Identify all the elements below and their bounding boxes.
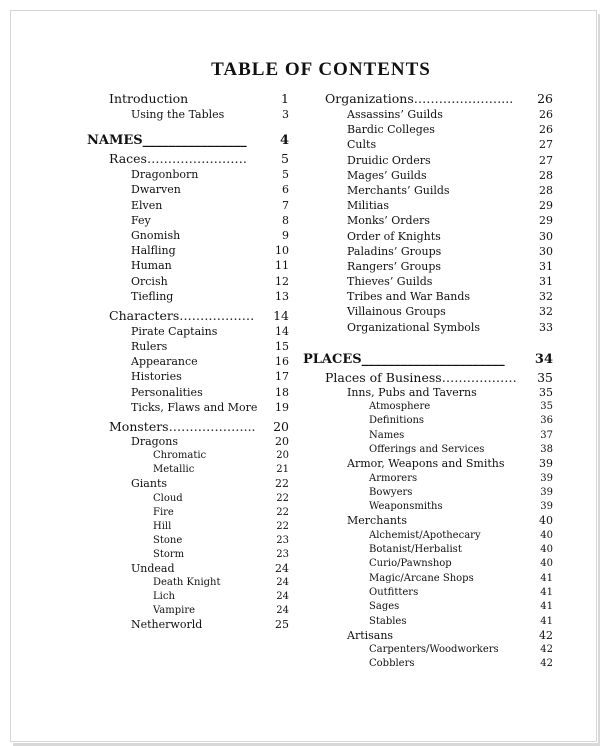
toc-page-number: 29 — [539, 199, 553, 213]
toc-entry — [303, 443, 553, 457]
toc-entry — [87, 198, 289, 213]
toc-entry — [87, 107, 289, 122]
toc-entry-label: Human — [131, 259, 172, 273]
toc-entry-label: Merchants’ Guilds — [347, 183, 450, 197]
toc-entry — [303, 414, 553, 428]
toc-entry-label: Definitions — [369, 415, 425, 427]
toc-entry-label: Armor, Weapons and Smiths — [347, 457, 505, 471]
toc-entry — [303, 629, 553, 643]
toc-page-number: 33 — [539, 320, 553, 334]
toc-page-number: 12 — [275, 274, 289, 288]
toc-page-number: 32 — [539, 305, 553, 319]
toc-entry — [303, 244, 553, 259]
toc-entry — [303, 600, 553, 614]
toc-entry — [87, 604, 289, 618]
toc-entry-label: Gnomish — [131, 228, 181, 242]
toc-entry — [303, 259, 553, 274]
toc-entry — [303, 153, 553, 168]
toc-entry — [87, 576, 289, 590]
toc-entry — [87, 590, 289, 604]
toc-page-number: 24 — [275, 561, 289, 575]
toc-entry-label: Monsters………………... — [109, 419, 256, 434]
toc-page-number: 41 — [540, 615, 553, 627]
toc-entry — [87, 548, 289, 562]
toc-page-number: 39 — [539, 457, 553, 471]
toc-entry-label: Botanist/Herbalist — [369, 544, 462, 556]
toc-page-number: 32 — [539, 290, 553, 304]
toc-entry — [87, 385, 289, 400]
toc-entry-label: Stables — [369, 615, 407, 627]
toc-page-number: 8 — [282, 213, 289, 227]
document-page — [10, 10, 597, 742]
toc-page-number: 17 — [275, 370, 289, 384]
toc-entry-label: Rulers — [131, 340, 168, 354]
toc-page-number: 4 — [279, 133, 289, 149]
toc-entry-label: Undead — [131, 561, 175, 575]
toc-page-number: 20 — [273, 419, 289, 434]
toc-page-number: 28 — [539, 183, 553, 197]
toc-entry — [87, 506, 289, 520]
toc-entry — [303, 429, 553, 443]
toc-entry — [303, 122, 553, 137]
toc-page-number: 23 — [276, 534, 289, 546]
toc-entry-label: Organizational Symbols — [347, 320, 481, 334]
toc-page-number: 31 — [539, 275, 553, 289]
toc-entry-label: Villainous Groups — [347, 305, 446, 319]
toc-page-number: 39 — [540, 472, 553, 484]
toc-entry-label: Vampire — [153, 604, 196, 616]
toc-entry — [87, 228, 289, 243]
toc-entry-label: Bowyers — [369, 486, 413, 498]
toc-entry — [87, 151, 289, 167]
toc-entry-label: Elven — [131, 198, 163, 212]
toc-entry — [87, 243, 289, 258]
toc-entry — [87, 289, 289, 304]
toc-entry — [303, 107, 553, 122]
toc-entry-label: Giants — [131, 477, 168, 491]
toc-entry — [87, 435, 289, 449]
toc-page-number: 27 — [539, 153, 553, 167]
toc-entry-label: Using the Tables — [131, 108, 225, 121]
toc-entry-label: Races…………………… — [109, 151, 247, 167]
toc-page-number: 6 — [282, 183, 289, 197]
toc-entry-label: Tiefling — [131, 289, 174, 303]
toc-page-number: 25 — [275, 617, 289, 631]
toc-entry — [303, 91, 553, 107]
toc-entry-label: Cults — [347, 138, 377, 152]
toc-entry — [87, 492, 289, 506]
toc-entry-label: Storm — [153, 548, 185, 560]
toc-page-number: 35 — [537, 369, 553, 385]
toc-entry-label: Magic/Arcane Shops — [369, 572, 474, 584]
toc-entry — [87, 369, 289, 384]
toc-entry-label: Druidic Orders — [347, 153, 431, 167]
toc-entry-label: Dwarven — [131, 183, 181, 197]
toc-page-number: 16 — [275, 355, 289, 369]
toc-page-number: 30 — [539, 229, 553, 243]
toc-entry — [303, 472, 553, 486]
toc-page-number: 35 — [540, 401, 553, 413]
toc-entry — [303, 657, 553, 671]
toc-entry-label: Dragons — [131, 435, 179, 448]
toc-entry-label: Inns, Pubs and Taverns — [347, 385, 477, 399]
toc-entry — [303, 486, 553, 500]
toc-entry — [303, 213, 553, 228]
toc-page-number: 13 — [275, 289, 289, 303]
toc-page-number: 24 — [276, 576, 289, 588]
toc-entry-label: Metallic — [153, 464, 195, 476]
toc-entry — [87, 167, 289, 182]
toc-entry — [303, 137, 553, 152]
toc-entry-label: Armorers — [369, 472, 418, 484]
toc-entry — [87, 463, 289, 477]
toc-entry-label: Merchants — [347, 514, 407, 528]
toc-entry — [303, 370, 553, 386]
toc-entry — [303, 557, 553, 571]
toc-entry-label: Alchemist/Apothecary — [369, 529, 481, 541]
toc-entry-label: Fire — [153, 506, 174, 518]
toc-entry — [87, 213, 289, 228]
toc-entry-label: Ticks, Flaws and More — [131, 400, 258, 414]
toc-entry-label: Characters……………… — [109, 307, 255, 323]
toc-entry-label: Lich — [153, 590, 175, 602]
toc-page-number: 34 — [534, 351, 553, 367]
toc-entry — [87, 354, 289, 369]
toc-page-number: 42 — [540, 658, 553, 670]
toc-page-number: 9 — [282, 228, 289, 242]
toc-entry-label: Outfitters — [369, 586, 419, 598]
toc-entry-label: Offerings and Services — [369, 444, 485, 455]
toc-entry-label: Fey — [131, 213, 151, 227]
toc-entry — [87, 534, 289, 548]
toc-entry — [87, 400, 289, 415]
toc-entry — [303, 183, 553, 198]
toc-page-number: 5 — [282, 168, 289, 182]
toc-entry — [87, 324, 289, 339]
toc-entry-label: Places of Business……………… — [325, 369, 517, 385]
toc-page-number: 14 — [273, 307, 289, 323]
toc-page-number: 28 — [539, 168, 553, 182]
toc-page-number: 37 — [540, 429, 553, 441]
toc-entry-label: Rangers’ Groups — [347, 259, 442, 273]
toc-entry-label: Assassins’ Guilds — [347, 108, 443, 121]
toc-page-number: 40 — [540, 544, 553, 556]
toc-entry — [303, 400, 553, 414]
toc-page-number: 24 — [276, 590, 289, 602]
toc-entry-label: Histories — [131, 370, 182, 384]
toc-entry — [87, 449, 289, 463]
toc-page-number: 15 — [275, 340, 289, 354]
toc-entry-label: Dragonborn — [131, 168, 199, 182]
toc-entry-label: Carpenters/Woodworkers — [369, 644, 499, 656]
toc-entry — [87, 618, 289, 632]
toc-entry-label: Monks’ Orders — [347, 214, 431, 228]
toc-entry — [303, 500, 553, 514]
toc-entry — [87, 258, 289, 273]
toc-left-column — [87, 91, 289, 632]
toc-entry-label: Bardic Colleges — [347, 123, 435, 137]
toc-right-column — [303, 91, 553, 672]
toc-entry-label: Cloud — [153, 492, 183, 504]
toc-page-number: 35 — [539, 385, 553, 399]
toc-entry-label: Appearance — [131, 355, 198, 369]
toc-page-number: 14 — [275, 324, 289, 338]
toc-page-number: 40 — [540, 529, 553, 541]
toc-entry — [303, 274, 553, 289]
toc-entry — [303, 304, 553, 319]
toc-page-number: 7 — [282, 198, 289, 212]
toc-page-number: 20 — [276, 450, 289, 462]
toc-page-number: 19 — [275, 400, 289, 414]
toc-entry-label: Chromatic — [153, 450, 207, 462]
toc-page-number: 26 — [539, 108, 553, 121]
toc-entry — [303, 457, 553, 471]
toc-page-number: 38 — [540, 444, 553, 455]
toc-page-number: 22 — [276, 492, 289, 504]
toc-page-number: 3 — [282, 108, 289, 121]
toc-page-number: 10 — [275, 244, 289, 258]
toc-page-number: 5 — [281, 151, 289, 167]
toc-page-number: 22 — [276, 506, 289, 518]
toc-entry — [87, 477, 289, 491]
toc-page-number: 26 — [539, 123, 553, 137]
toc-entry-label: Tribes and War Bands — [347, 290, 471, 304]
toc-entry-label: Artisans — [347, 628, 394, 642]
toc-page-number: 36 — [540, 415, 553, 427]
toc-page-number: 30 — [539, 244, 553, 258]
toc-entry — [303, 386, 553, 400]
toc-page-number: 41 — [540, 601, 553, 613]
toc-entry — [303, 320, 553, 335]
toc-entry — [303, 643, 553, 657]
toc-page-number: 41 — [540, 572, 553, 584]
toc-entry-label: Netherworld — [131, 617, 203, 631]
toc-page-number: 23 — [276, 548, 289, 560]
toc-page-number: 11 — [275, 259, 289, 273]
page-title: TABLE OF CONTENTS — [211, 59, 431, 80]
toc-entry-label: Cobblers — [369, 658, 415, 670]
toc-page-number: 42 — [540, 644, 553, 656]
toc-section-entry — [87, 131, 289, 151]
toc-entry-label: Order of Knights — [347, 229, 441, 243]
toc-page-number: 42 — [539, 628, 553, 642]
toc-entry-label: Weaponsmiths — [369, 501, 443, 513]
toc-entry — [87, 308, 289, 324]
toc-entry-label: Halfling — [131, 244, 176, 258]
toc-entry-label: Personalities — [131, 385, 203, 399]
toc-entry-label: Names — [369, 429, 405, 441]
toc-entry-label: Hill — [153, 520, 172, 532]
toc-page-number: 41 — [540, 586, 553, 598]
toc-entry — [303, 198, 553, 213]
toc-page-number: 20 — [275, 435, 289, 448]
toc-spacer — [87, 122, 289, 131]
toc-entry — [303, 586, 553, 600]
toc-page-number: 21 — [276, 464, 289, 476]
toc-entry — [303, 572, 553, 586]
toc-page-number: 39 — [540, 486, 553, 498]
toc-section-entry — [303, 350, 553, 370]
toc-entry — [87, 520, 289, 534]
toc-page-number: 39 — [540, 501, 553, 513]
toc-entry-label: Thieves’ Guilds — [347, 275, 433, 289]
toc-entry-label: Stone — [153, 534, 183, 546]
toc-page-number: 40 — [539, 514, 553, 528]
toc-entry — [303, 615, 553, 629]
toc-entry-label: Organizations…………………... — [325, 91, 514, 106]
toc-entry-label: Curio/Pawnshop — [369, 558, 452, 570]
toc-entry-label: Pirate Captains — [131, 324, 218, 338]
toc-entry — [303, 543, 553, 557]
toc-entry-label: Sages — [369, 601, 400, 613]
toc-entry — [87, 91, 289, 107]
toc-entry — [87, 419, 289, 435]
toc-page-number: 22 — [276, 520, 289, 532]
toc-entry — [303, 229, 553, 244]
toc-page-number: 26 — [537, 91, 553, 106]
toc-page-number: 1 — [281, 91, 289, 106]
toc-entry — [303, 514, 553, 528]
toc-page-number: 24 — [276, 604, 289, 616]
toc-entry-label: Atmosphere — [369, 401, 431, 413]
toc-page-number: 31 — [539, 259, 553, 273]
toc-entry-label: Paladins’ Groups — [347, 244, 442, 258]
toc-page-number: 27 — [539, 138, 553, 152]
toc-entry-label: Death Knight — [153, 576, 221, 588]
toc-spacer — [303, 335, 553, 344]
toc-entry — [87, 562, 289, 576]
toc-entry — [303, 168, 553, 183]
toc-entry-label: Mages’ Guilds — [347, 168, 427, 182]
toc-entry-label: Militias — [347, 199, 389, 213]
toc-entry — [303, 289, 553, 304]
toc-entry — [87, 339, 289, 354]
toc-page-number: 18 — [275, 385, 289, 399]
toc-entry — [303, 529, 553, 543]
toc-entry-label: Orcish — [131, 274, 168, 288]
toc-entry — [87, 274, 289, 289]
toc-page-number: 40 — [540, 558, 553, 570]
toc-entry-label: PLACES______________________ — [303, 351, 505, 367]
toc-entry-label: Introduction — [109, 91, 189, 106]
toc-entry-label: NAMES________________ — [87, 133, 247, 149]
toc-page-number: 29 — [539, 214, 553, 228]
toc-entry — [87, 182, 289, 197]
toc-page-number: 22 — [275, 477, 289, 491]
